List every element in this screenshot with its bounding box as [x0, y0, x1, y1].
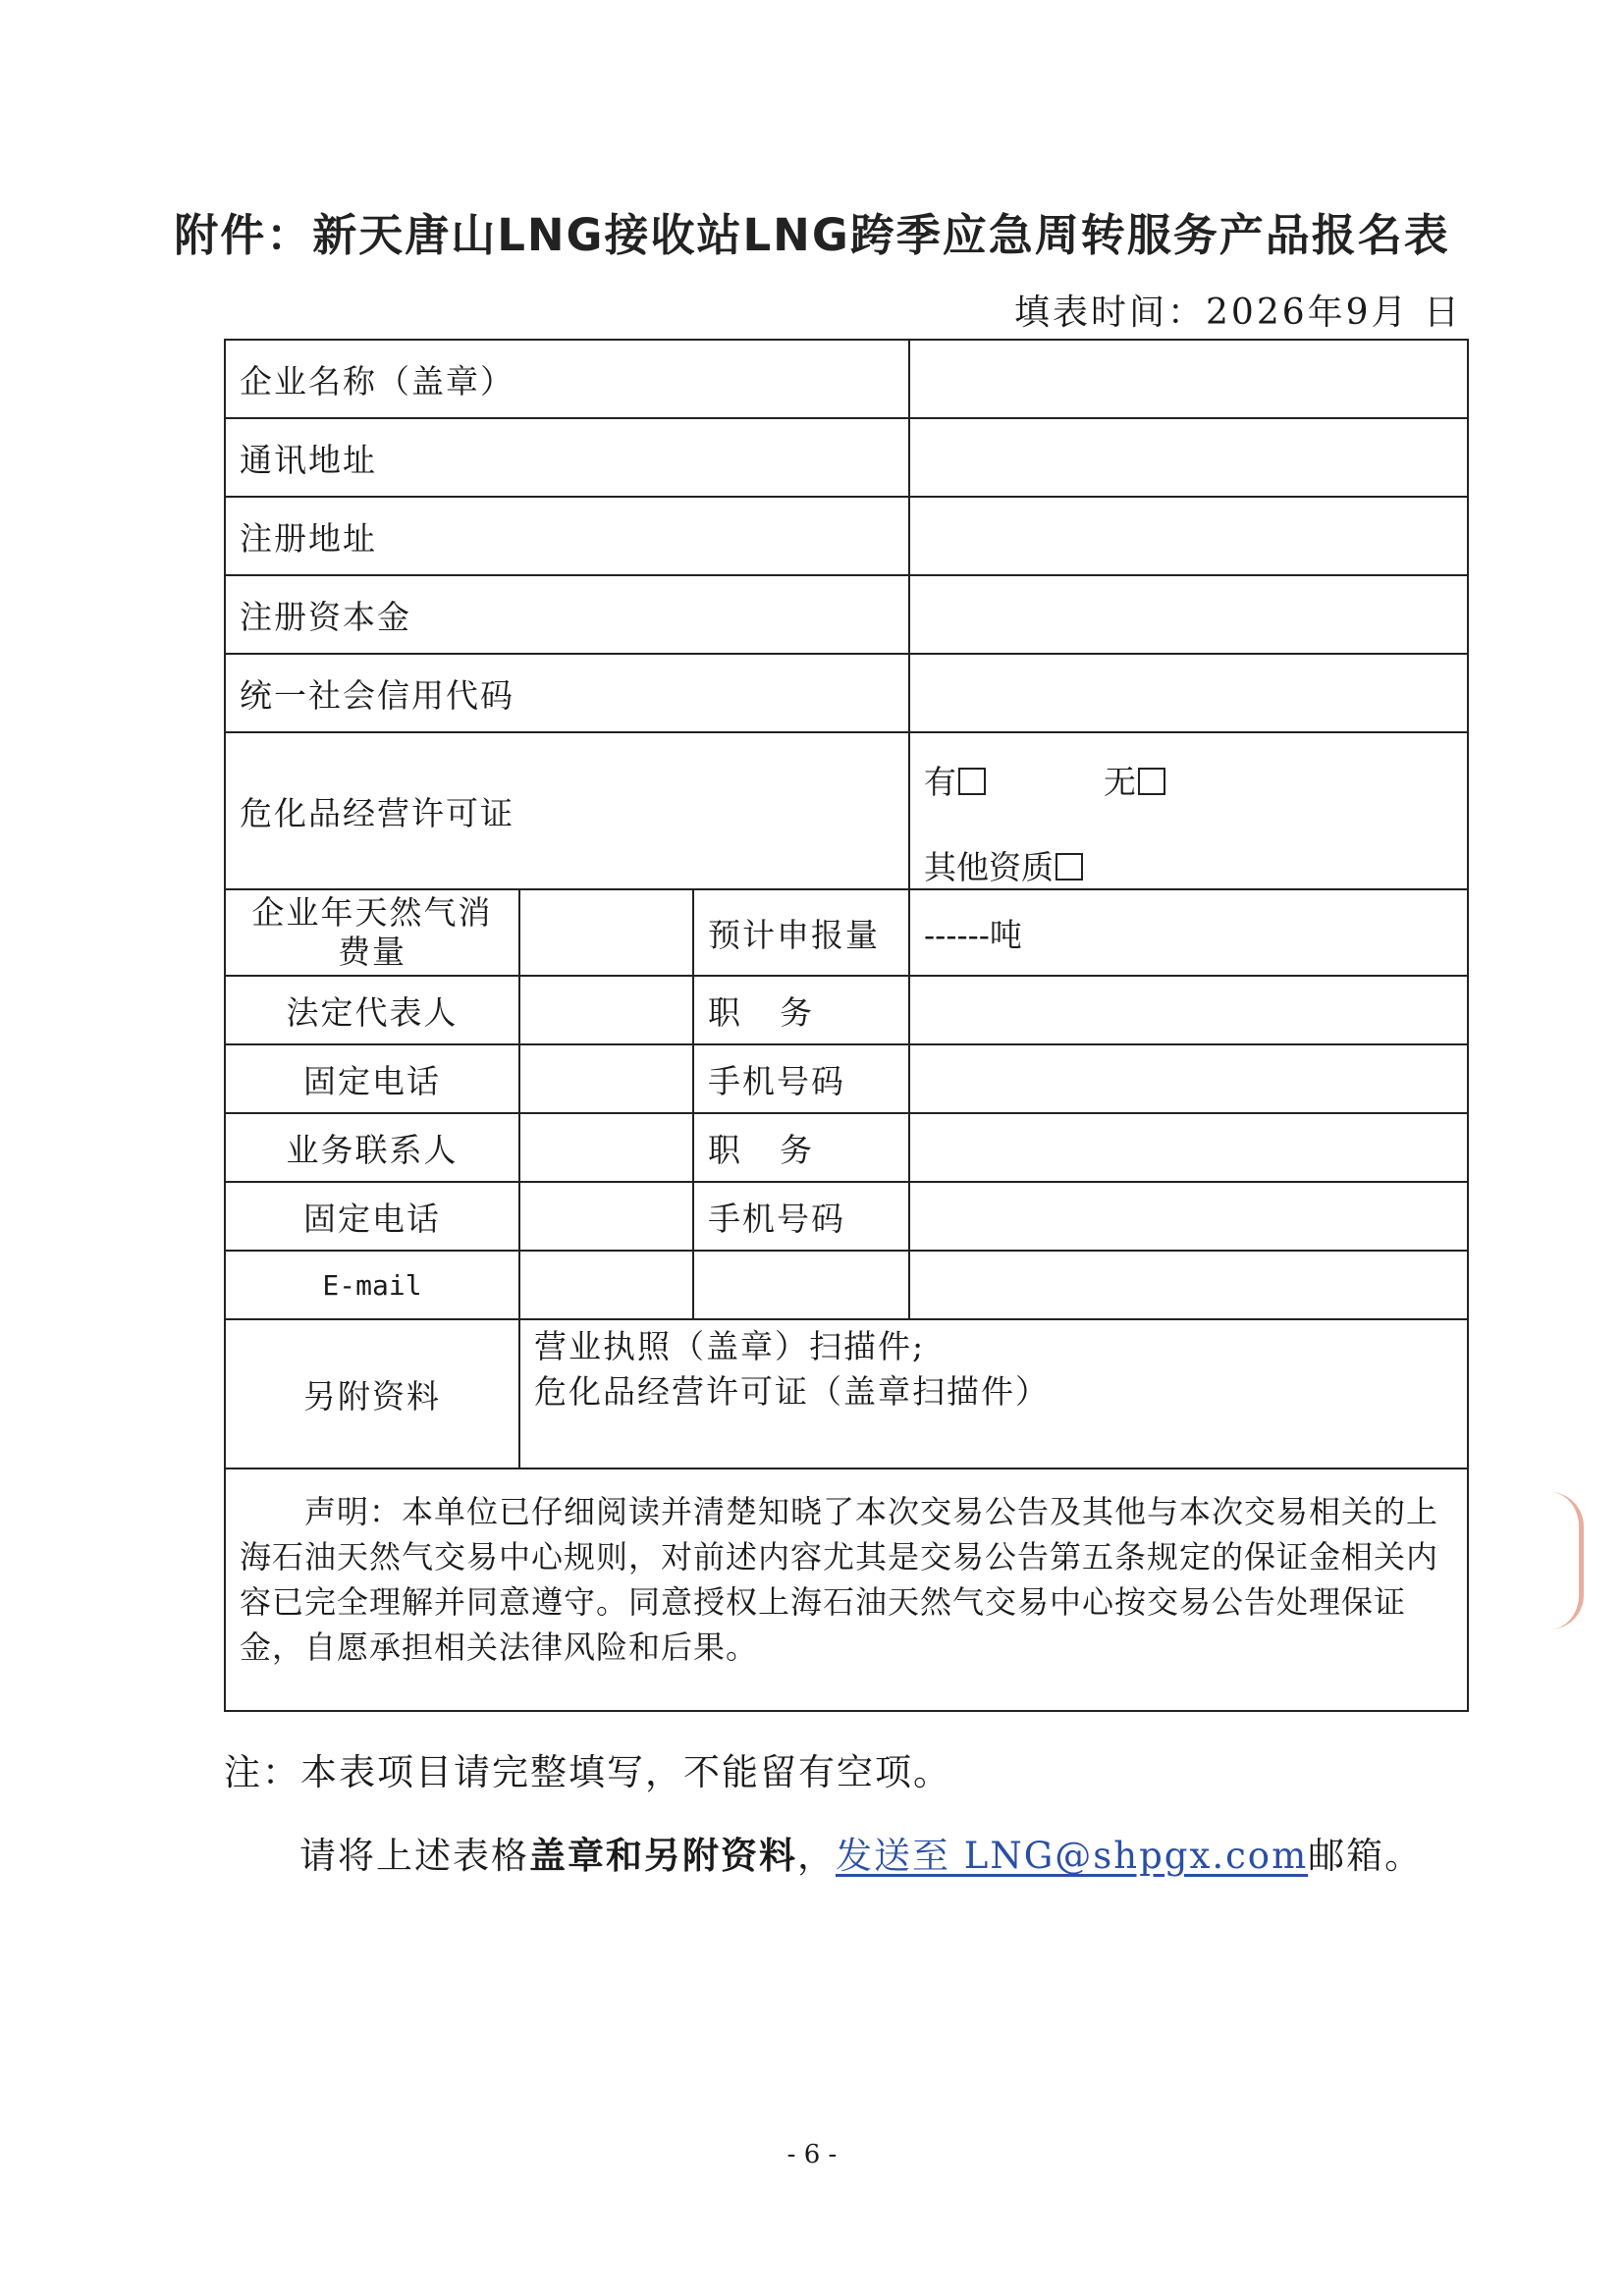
declared-volume-label: 预计申报量: [693, 889, 909, 976]
row-reg-address: [225, 497, 1468, 575]
row-company-name: [225, 340, 1468, 418]
email-extra-field[interactable]: [693, 1251, 909, 1319]
annual-gas-label-line2: 费量: [338, 933, 406, 971]
landline1-field[interactable]: [519, 1044, 693, 1113]
send-prefix: 请将上述表格: [299, 1835, 529, 1877]
mobile2-field[interactable]: [909, 1182, 1468, 1251]
email-extra-field-2[interactable]: [909, 1251, 1468, 1319]
hazmat-license-label: 危化品经营许可证: [225, 732, 909, 889]
row-business-contact: [225, 1113, 1468, 1182]
landline1-label: 固定电话: [225, 1044, 519, 1113]
registration-form-table: [224, 339, 1469, 1712]
mobile1-label: 手机号码: [693, 1044, 909, 1113]
declared-volume-value[interactable]: ------吨: [909, 889, 1468, 976]
row-declaration: [225, 1468, 1468, 1711]
reg-address-label: 注册地址: [225, 497, 909, 575]
landline2-field[interactable]: [519, 1182, 693, 1251]
email-field[interactable]: [519, 1251, 693, 1319]
seal-stamp-fragment: [1549, 1492, 1584, 1629]
credit-code-label: 统一社会信用代码: [225, 654, 909, 732]
company-name-label: 企业名称（盖章）: [225, 340, 909, 418]
checkbox-other[interactable]: [1056, 853, 1083, 881]
option-no-label: 无: [1104, 763, 1137, 801]
form-note: 注：本表项目请完整填写，不能留有空项。: [224, 1751, 951, 1793]
row-hazmat-license: [225, 732, 1468, 889]
annual-gas-label-line1: 企业年天然气消: [251, 893, 493, 932]
mobile1-field[interactable]: [909, 1044, 1468, 1113]
landline2-label: 固定电话: [225, 1182, 519, 1251]
send-suffix: 邮箱。: [1308, 1835, 1424, 1877]
row-email: [225, 1251, 1468, 1319]
mobile2-label: 手机号码: [693, 1182, 909, 1251]
email-link[interactable]: 发送至 LNG@shpgx.com: [836, 1835, 1309, 1877]
row-legal-rep: [225, 976, 1468, 1044]
row-credit-code: [225, 654, 1468, 732]
legal-rep-label: 法定代表人: [225, 976, 519, 1044]
send-bold-text: 盖章和另附资料: [529, 1834, 797, 1877]
attachment-business-license: 营业执照（盖章）扫描件;: [534, 1327, 926, 1365]
reg-capital-field[interactable]: [909, 575, 1468, 654]
position1-label: 职务: [693, 976, 909, 1044]
checkbox-no[interactable]: [1138, 768, 1165, 795]
company-name-field[interactable]: [909, 340, 1468, 418]
option-other[interactable]: [924, 842, 1453, 888]
attachments-list: [519, 1319, 1468, 1468]
row-annual-gas: [225, 889, 1468, 976]
reg-address-field[interactable]: [909, 497, 1468, 575]
checkbox-yes[interactable]: [958, 768, 986, 795]
row-landline2: [225, 1182, 1468, 1251]
option-yes-label: 有: [924, 763, 957, 801]
mail-address-label: 通讯地址: [225, 418, 909, 497]
email-label: E-mail: [225, 1251, 519, 1319]
row-reg-capital: [225, 575, 1468, 654]
business-contact-label: 业务联系人: [225, 1113, 519, 1182]
option-other-label: 其他资质: [924, 848, 1055, 886]
annual-gas-label: [225, 889, 519, 976]
row-landline1: [225, 1044, 1468, 1113]
credit-code-field[interactable]: [909, 654, 1468, 732]
option-yes[interactable]: [924, 757, 986, 803]
annual-gas-field[interactable]: [519, 889, 693, 976]
position2-label: 职务: [693, 1113, 909, 1182]
send-instruction: [299, 1826, 1423, 1879]
position2-field[interactable]: [909, 1113, 1468, 1182]
row-attachments: [225, 1319, 1468, 1468]
row-mail-address: [225, 418, 1468, 497]
page-number: - 6 -: [786, 2140, 838, 2169]
option-no[interactable]: [1104, 757, 1165, 803]
form-title: 附件：新天唐山LNG接收站LNG跨季应急周转服务产品报名表: [174, 209, 1450, 261]
fill-time: 填表时间：2026年9月 日: [1014, 293, 1462, 333]
mail-address-field[interactable]: [909, 418, 1468, 497]
hazmat-license-options: [909, 732, 1468, 889]
legal-rep-field[interactable]: [519, 976, 693, 1044]
reg-capital-label: 注册资本金: [225, 575, 909, 654]
attachments-label: 另附资料: [225, 1319, 519, 1468]
declaration-text: 声明：本单位已仔细阅读并清楚知晓了本次交易公告及其他与本次交易相关的上海石油天然气交易中心规则，对前述内容尤其是交易公告第五条规定的保证金相关内容已完全理解并同意遵守。同意授权上海石油天然气交易中心按交易公告处理保证金，自愿承担相关法律风险和后果。: [225, 1468, 1468, 1711]
send-comma: ，: [797, 1835, 836, 1877]
business-contact-field[interactable]: [519, 1113, 693, 1182]
position1-field[interactable]: [909, 976, 1468, 1044]
attachment-hazmat-license: 危化品经营许可证（盖章扫描件）: [534, 1372, 1050, 1411]
